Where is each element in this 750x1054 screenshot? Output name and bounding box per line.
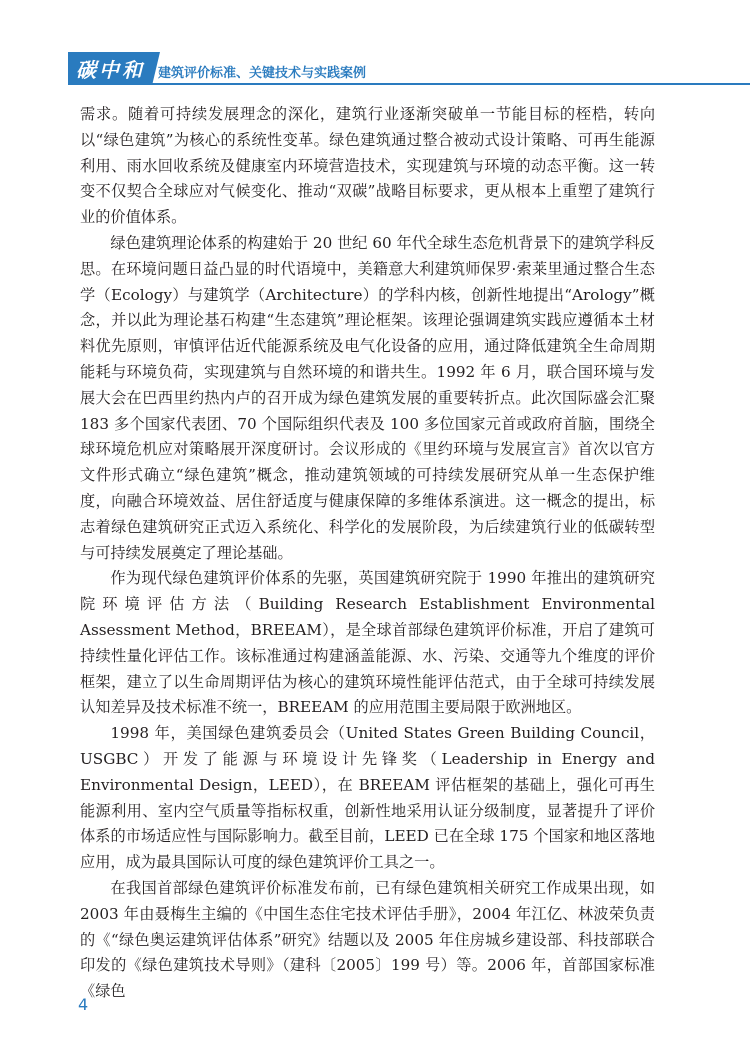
paragraph: 作为现代绿色建筑评价体系的先驱，英国建筑研究院于 1990 年推出的建筑研究院环境评估方法（Building Research Establishment Environmental Assessment Method，BREEAM），是全球首部绿色建筑评价标准，开启了建筑可持续性量化评估工作。该标准通过构建涵盖能源、水、污染、交通等九个维度的评价框架，建立了以生命周期评估为核心的建筑环境性能评估范式，由于全球可持续发展认知差异及技术标准不统一，BREEAM 的应用范围主要局限于欧洲地区。 — [80, 569, 655, 717]
paragraph: 绿色建筑理论体系的构建始于 20 世纪 60 年代全球生态危机背景下的建筑学科反思。在环境问题日益凸显的时代语境中，美籍意大利建筑师保罗·索莱里通过整合生态学（Ecology）与建筑学（Architecture）的学科内核，创新性地提出“Arology”概念，并以此为理论基石构建“生态建筑”理论框架。该理论强调建筑实践应遵循本土材料优先原则，审慎评估近代能源系统及电气化设备的应用，通过降低建筑全生命周期能耗与环境负荷，实现建筑与自然环境的和谐共生。1992 年 6 月，联合国环境与发展大会在巴西里约热内卢的召开成为绿色建筑发展的重要转折点。此次国际盛会汇聚 183 多个国家代表团、70 个国际组织代表及 100 多位国家元首或政府首脑，围绕全球环境危机应对策略展开深度研讨。会议形成的《里约环境与发展宣言》首次以官方文件形式确立“绿色建筑”概念，推动建筑领域的可持续发展研究从单一生态保护维度，向融合环境效益、居住舒适度与健康保障的多维体系演进。这一概念的提出，标志着绿色建筑研究正式迈入系统化、科学化的发展阶段，为后续建筑行业的低碳转型与可持续发展奠定了理论基础。 — [80, 233, 655, 562]
page-number: 4 — [78, 995, 89, 1014]
header-divider — [68, 83, 750, 85]
body-text — [80, 102, 655, 1005]
header-subtitle: 建筑评价标准、关键技术与实践案例 — [158, 66, 367, 81]
paragraph: 1998 年，美国绿色建筑委员会（United States Green Building Council，USGBC）开发了能源与环境设计先锋奖（Leadership in Energy and Environmental Design，LEED），在 BREEAM 评估框架的基础上，强化可再生能源利用、室内空气质量等指标权重，创新性地采用认证分级制度，显著提升了评价体系的市场适应性与国际影响力。截至目前，LEED 已在全球 175 个国家和地区落地应用，成为最具国际认可度的绿色建筑评价工具之一。 — [80, 724, 655, 872]
paragraph: 在我国首部绿色建筑评价标准发布前，已有绿色建筑相关研究工作成果出现，如 2003 年由聂梅生主编的《中国生态住宅技术评估手册》，2004 年江亿、林波荣负责的《“绿色奥运建筑评估体系”研究》结题以及 2005 年住房城乡建设部、科技部联合印发的《绿色建筑技术导则》（建科〔2005〕199 号）等。2006 年，首部国家标准《绿色 — [80, 878, 655, 1001]
paragraph: 需求。随着可持续发展理念的深化，建筑行业逐渐突破单一节能目标的桎梏，转向以“绿色建筑”为核心的系统性变革。绿色建筑通过整合被动式设计策略、可再生能源利用、雨水回收系统及健康室内环境营造技术，实现建筑与环境的动态平衡。这一转变不仅契合全球应对气候变化、推动“双碳”战略目标要求，更从根本上重塑了建筑行业的价值体系。 — [80, 105, 655, 227]
header-brand: 碳中和 — [76, 58, 145, 82]
running-header — [0, 0, 750, 100]
